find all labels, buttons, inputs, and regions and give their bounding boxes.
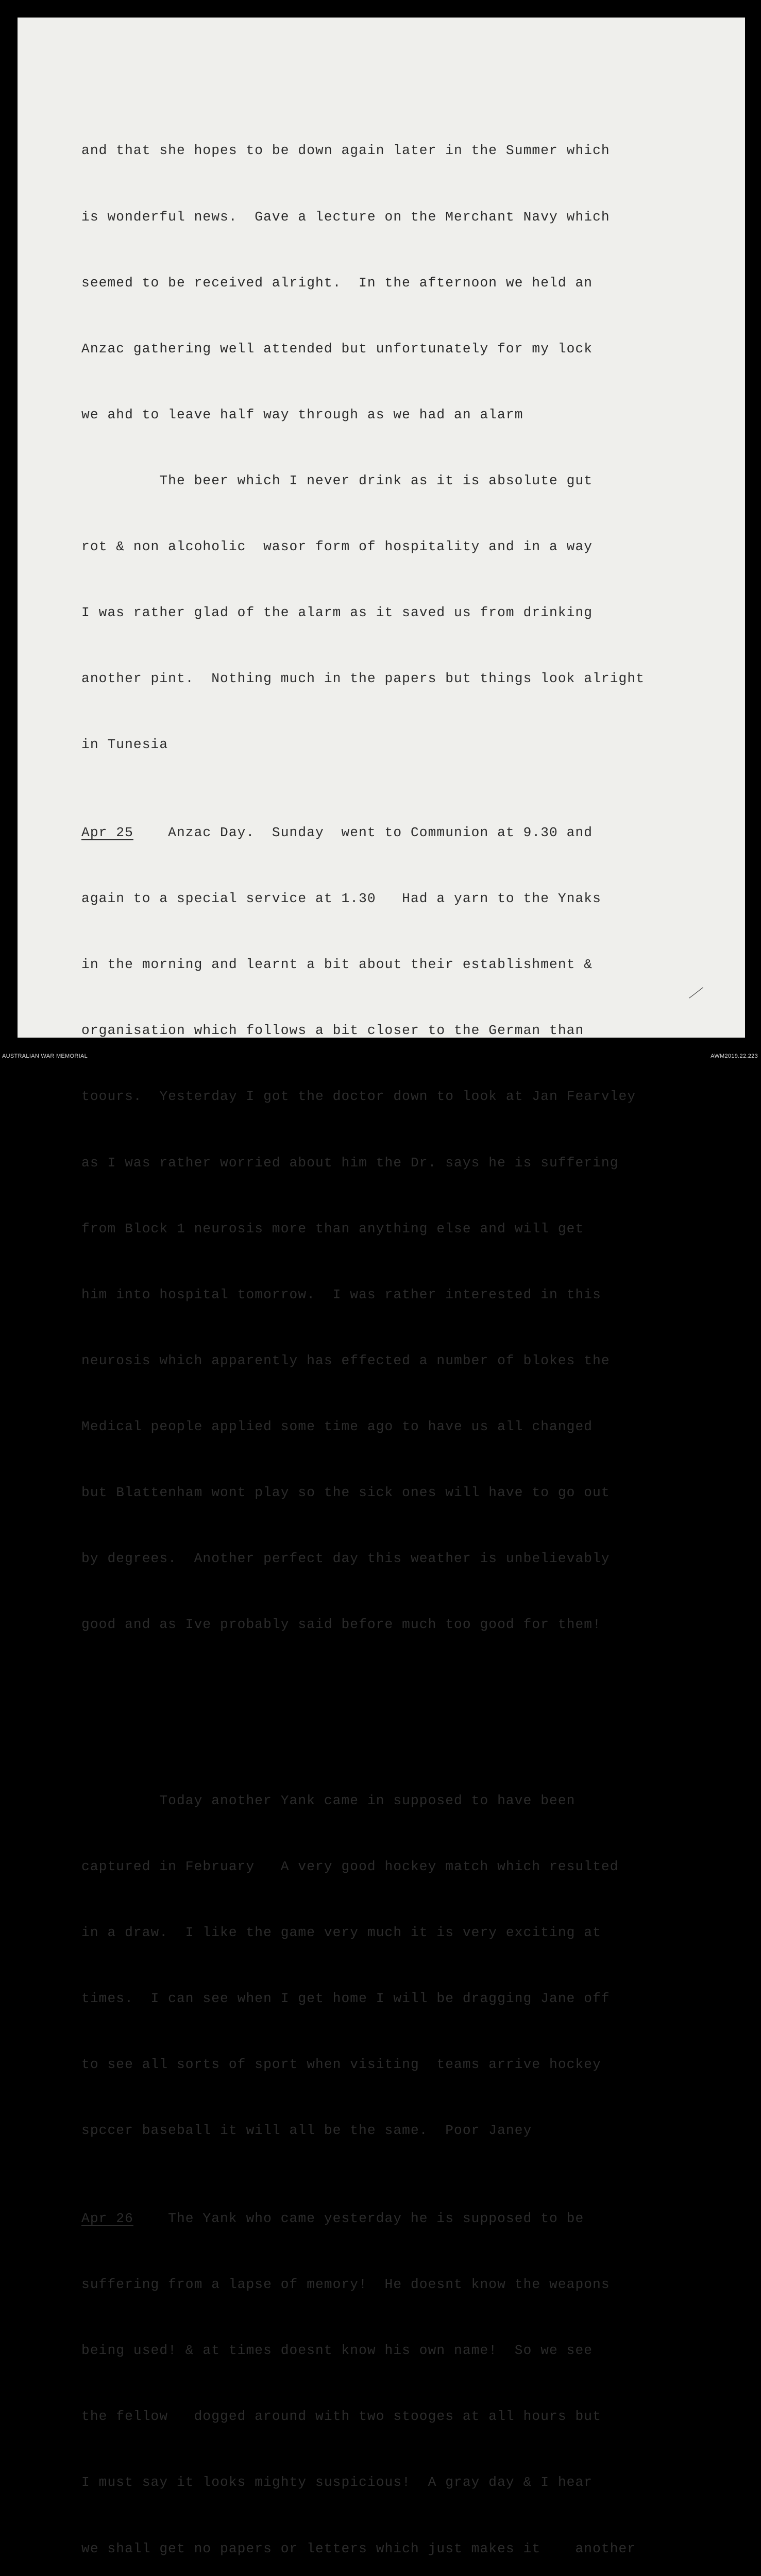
text-line: him into hospital tomorrow. I was rather interested in this xyxy=(81,1286,601,1302)
blank-line xyxy=(81,1702,700,1724)
text-line: we shall get no papers or letters which just makes it another xyxy=(81,2540,636,2556)
text-line: times. I can see when I get home I will be dragging Jane off xyxy=(81,1991,610,2007)
entry-heading-line xyxy=(81,822,700,844)
text-line: again to a special service at 1.30 Had a yarn to the Ynaks xyxy=(81,891,601,907)
footer-reference-number: AWM2019.22.223 xyxy=(711,1053,758,1059)
text-line: rot & non alcoholic wasor form of hospitality and in a way xyxy=(81,538,593,554)
text-line: organisation which follows a bit closer to the German than xyxy=(81,1023,584,1039)
typed-text-body xyxy=(81,96,700,2576)
text-line: Today another Yank came in supposed to have been xyxy=(81,1792,576,1808)
text-line: I was rather glad of the alarm as it saved us from drinking xyxy=(81,605,593,621)
text-line: neurosis which apparently has effected a number of blokes the xyxy=(81,1352,610,1368)
text-line: from Block 1 neurosis more than anything else and will get xyxy=(81,1221,584,1236)
text-line: Medical people applied some time ago to have us all changed xyxy=(81,1418,593,1434)
text-line: by degrees. Another perfect day this weather is unbelievably xyxy=(81,1551,610,1567)
entry-first-line: The Yank who came yesterday he is supposed to be xyxy=(133,2211,584,2227)
text-line: as I was rather worried about him the Dr. says he is suffering xyxy=(81,1155,619,1171)
entry-heading-line xyxy=(81,2208,700,2230)
text-line: we ahd to leave half way through as we had an alarm xyxy=(81,406,523,422)
pencil-tick-mark-icon xyxy=(688,987,704,999)
text-line: toours. Yesterday I got the doctor down to look at Jan Fearvley xyxy=(81,1089,636,1105)
text-line: in Tunesia xyxy=(81,737,168,753)
text-line: another pint. Nothing much in the papers but things look alright xyxy=(81,671,645,687)
entry-date-apr26: Apr 26 xyxy=(81,2211,133,2227)
text-line: in a draw. I like the game very much it is very exciting at xyxy=(81,1924,601,1940)
text-line: seemed to be received alright. In the afternoon we held an xyxy=(81,275,593,291)
text-line: The beer which I never drink as it is absolute gut xyxy=(81,472,593,488)
text-line: being used! & at times doesnt know his own name! So we see xyxy=(81,2343,593,2359)
entry-date-apr25: Apr 25 xyxy=(81,825,133,841)
text-line: in the morning and learnt a bit about their establishment & xyxy=(81,957,593,973)
text-line: suffering from a lapse of memory! He doesnt know the weapons xyxy=(81,2277,610,2293)
entry-first-line: Anzac Day. Sunday went to Communion at 9.30 and xyxy=(133,825,593,841)
text-line: captured in February A very good hockey match which resulted xyxy=(81,1858,619,1874)
text-line: the fellow dogged around with two stooges at all hours but xyxy=(81,2409,601,2425)
text-line: and that she hopes to be down again later in the Summer which xyxy=(81,143,610,159)
text-line: Anzac gathering well attended but unfortunately for my lock xyxy=(81,341,593,357)
text-line: spccer baseball it will all be the same. Poor Janey xyxy=(81,2123,532,2139)
text-line: good and as Ive probably said before much too good for them! xyxy=(81,1617,601,1633)
text-line: to see all sorts of sport when visiting teams arrive hockey xyxy=(81,2057,601,2073)
footer-archive-name: AUSTRALIAN WAR MEMORIAL xyxy=(2,1053,88,1059)
text-line: is wonderful news. Gave a lecture on the Merchant Navy which xyxy=(81,209,610,225)
text-line: I must say it looks mighty suspicious! A gray day & I hear xyxy=(81,2475,593,2490)
text-line: but Blattenham wont play so the sick ones will have to go out xyxy=(81,1484,610,1500)
